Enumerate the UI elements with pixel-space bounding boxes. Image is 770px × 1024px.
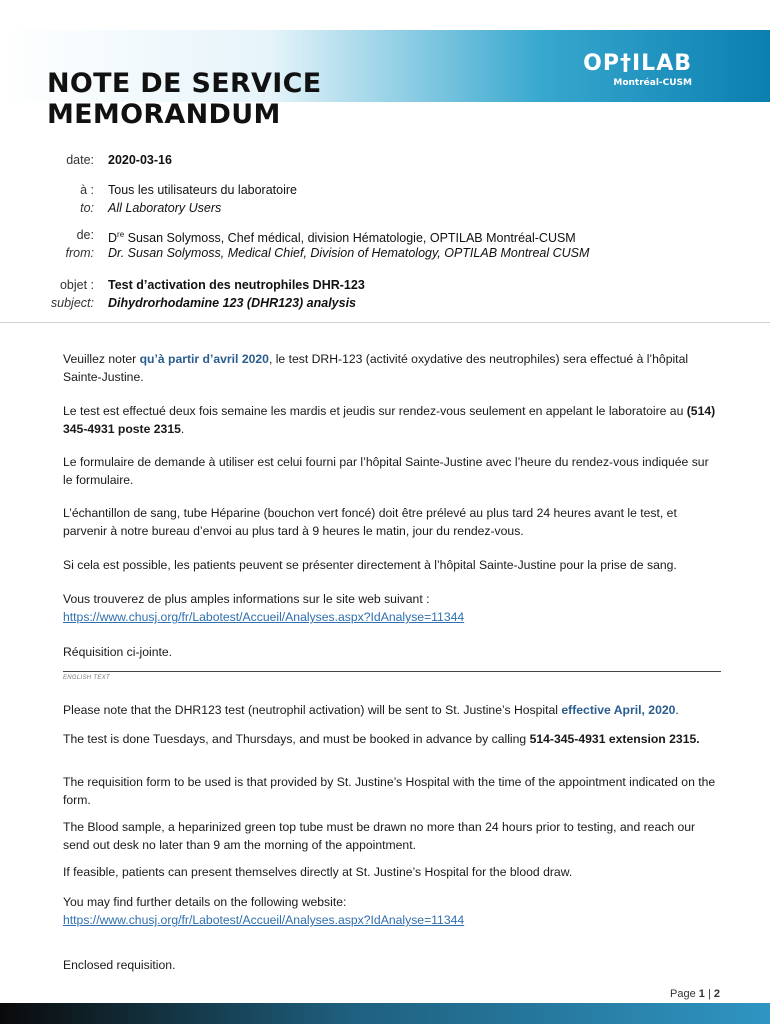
en-effective-date: effective April, 2020 — [561, 703, 676, 717]
logo-sub-text: Montréal-CUSM — [613, 78, 692, 88]
title-line-en: MEMORANDUM — [47, 99, 281, 130]
fr-paragraph-7: Réquisition ci-jointe. — [63, 645, 173, 659]
fr-paragraph-2: Le test est effectué deux fois semaine les mardis et jeudis sur rendez-vous seulement en appelant le laboratoire au (514) 345-4931 poste 2315. — [63, 404, 716, 436]
to-label-fr: à : — [80, 183, 94, 197]
from-label-en: from: — [65, 246, 94, 260]
to-value-fr: Tous les utilisateurs du laboratoire — [108, 183, 297, 197]
from-title-prefix: D — [108, 231, 118, 246]
date-value: 2020-03-16 — [108, 153, 172, 167]
subject-value-en: Dihydrorhodamine 123 (DHR123) analysis — [108, 296, 356, 310]
fr-paragraph-3: Le formulaire de demande à utiliser est celui fourni par l’hôpital Sainte-Justine avec l’heure du rendez-vous indiquée sur le formulaire. — [63, 455, 709, 487]
fr-paragraph-1: Veuillez noter qu’à partir d’avril 2020, le test DRH-123 (activité oxydative des neutrophiles) sera effectué à l’hôpital Sainte-Justine. — [63, 352, 689, 384]
en-paragraph-5: If feasible, patients can present themselves directly at St. Justine’s Hospital for the blood draw. — [63, 865, 573, 879]
subject-value-fr: Test d’activation des neutrophiles DHR-123 — [108, 278, 365, 292]
en-paragraph-4: The Blood sample, a heparinized green top tube must be drawn no more than 24 hours prior to testing, and reach our send out desk no later than 9 am the morning of the appointment. — [63, 820, 696, 852]
subject-label-en: subject: — [50, 296, 94, 310]
language-divider — [63, 671, 721, 672]
title-line-fr: NOTE DE SERVICE — [47, 68, 322, 99]
logo-main-text: OP†ILAB — [583, 51, 692, 76]
date-label: date: — [66, 153, 94, 167]
fr-paragraph-6: Vous trouverez de plus amples informations sur le site web suivant : https://www.chusj.org/fr/Labotest/Accueil/Analyses.aspx?IdAnalyse=11344 — [63, 592, 465, 624]
fr-paragraph-5: Si cela est possible, les patients peuvent se présenter directement à l’hôpital Sainte-Justine pour la prise de sang. — [63, 558, 677, 572]
from-value-en: Dr. Susan Solymoss, Medical Chief, Division of Hematology, OPTILAB Montreal CUSM — [108, 246, 590, 260]
to-value-en: All Laboratory Users — [108, 201, 222, 215]
page-number: Page 1 | 2 — [670, 988, 720, 1000]
to-label-en: to: — [80, 201, 94, 215]
subject-label-fr: objet : — [59, 278, 94, 292]
english-text-tag: ENGLISH TEXT — [63, 675, 110, 681]
memo-title — [47, 68, 321, 130]
fr-website-link[interactable]: https://www.chusj.org/fr/Labotest/Accueil/Analyses.aspx?IdAnalyse=11344 — [63, 610, 465, 624]
en-website-link[interactable]: https://www.chusj.org/fr/Labotest/Accueil/Analyses.aspx?IdAnalyse=11344 — [63, 913, 465, 927]
from-fr-text: Susan Solymoss, Chef médical, division Hématologie, OPTILAB Montréal-CUSM — [124, 231, 576, 246]
footer-banner — [0, 1003, 770, 1024]
from-title-sup: re — [117, 230, 125, 239]
header-divider — [0, 322, 770, 323]
fr-phone: (514) 345-4931 poste 2315 — [63, 404, 716, 436]
en-paragraph-3: The requisition form to be used is that provided by St. Justine’s Hospital with the time of the appointment indicated on the form. — [63, 775, 716, 807]
fr-paragraph-4: L’échantillon de sang, tube Héparine (bouchon vert foncé) doit être prélevé au plus tard 24 heures avant le test, et parvenir à notre bureau d’envoi au plus tard à 9 heures le matin, jour du rendez-vous. — [63, 506, 677, 538]
en-paragraph-7: Enclosed requisition. — [63, 958, 176, 972]
en-phone: 514-345-4931 extension 2315. — [529, 732, 700, 746]
en-paragraph-2: The test is done Tuesdays, and Thursdays, and must be booked in advance by calling 514-345-4931 extension 2315. — [63, 732, 700, 746]
en-paragraph-6: You may find further details on the following website: https://www.chusj.org/fr/Labotest/Accueil/Analyses.aspx?IdAnalyse=11344 — [63, 895, 465, 927]
from-label-fr: de: — [76, 228, 94, 242]
fr-effective-date: qu’à partir d’avril 2020 — [139, 352, 269, 366]
optilab-logo — [583, 52, 692, 89]
en-paragraph-1: Please note that the DHR123 test (neutrophil activation) will be sent to St. Justine’s Hospital effective April, 2020. — [63, 703, 679, 717]
